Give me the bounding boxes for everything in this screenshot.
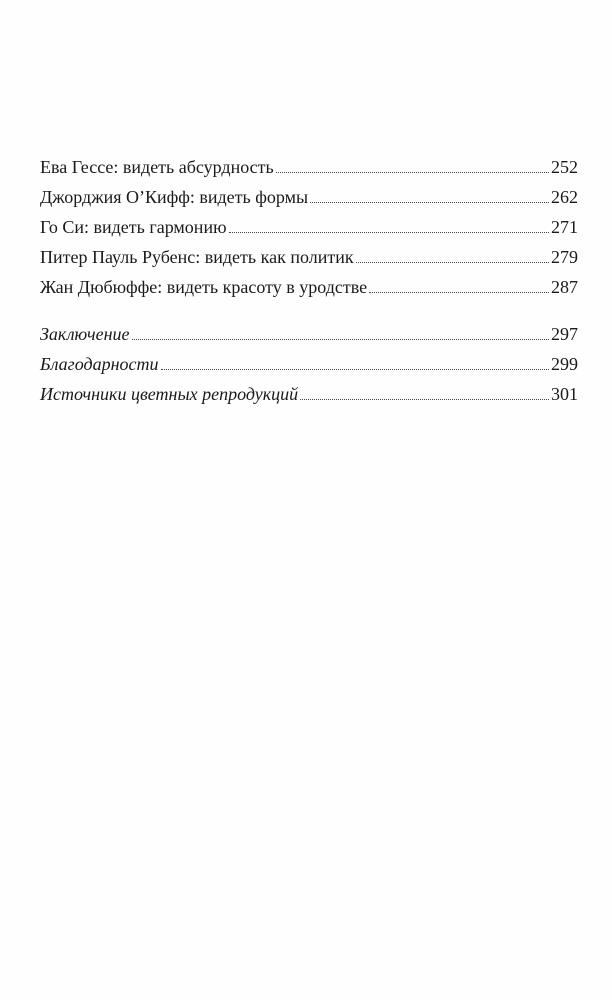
toc-entry-page: 297 [551,324,578,344]
dot-leader [369,292,549,293]
dot-leader [276,172,549,173]
toc-entry-page: 301 [551,384,578,404]
dot-leader [229,232,549,233]
toc-entry-title: Благодарности [40,354,159,374]
dot-leader [132,339,550,340]
toc-entry-page: 271 [551,217,578,237]
toc-entry-title: Джорджия О’Кифф: видеть формы [40,187,309,207]
toc-back-matter [40,319,578,409]
toc-entry-page: 262 [551,187,578,207]
toc-entry[interactable] [40,272,578,302]
toc-entry[interactable] [40,242,578,272]
toc-entry[interactable] [40,212,578,242]
toc-entry[interactable] [40,319,578,349]
toc-entry-page: 279 [551,247,578,267]
dot-leader [310,202,549,203]
toc-entry[interactable] [40,182,578,212]
dot-leader [300,399,549,400]
toc-entry[interactable] [40,152,578,182]
toc-entry-title: Ева Гессе: видеть абсурдность [40,157,274,177]
toc-entry-title: Го Си: видеть гармонию [40,217,227,237]
dot-leader [356,262,549,263]
toc-entry-title: Жан Дюбюффе: видеть красоту в уродстве [40,277,368,297]
toc-entry-title: Заключение [40,324,130,344]
toc-entry-title: Источники цветных репродукций [40,384,299,404]
toc-entry[interactable] [40,379,578,409]
toc-entry-page: 299 [551,354,578,374]
toc-entry-page: 287 [551,277,578,297]
toc-entry[interactable] [40,349,578,379]
toc-chapters [40,152,578,302]
toc-entry-page: 252 [551,157,578,177]
table-of-contents [40,152,578,409]
dot-leader [161,369,550,370]
toc-entry-title: Питер Пауль Рубенс: видеть как политик [40,247,354,267]
